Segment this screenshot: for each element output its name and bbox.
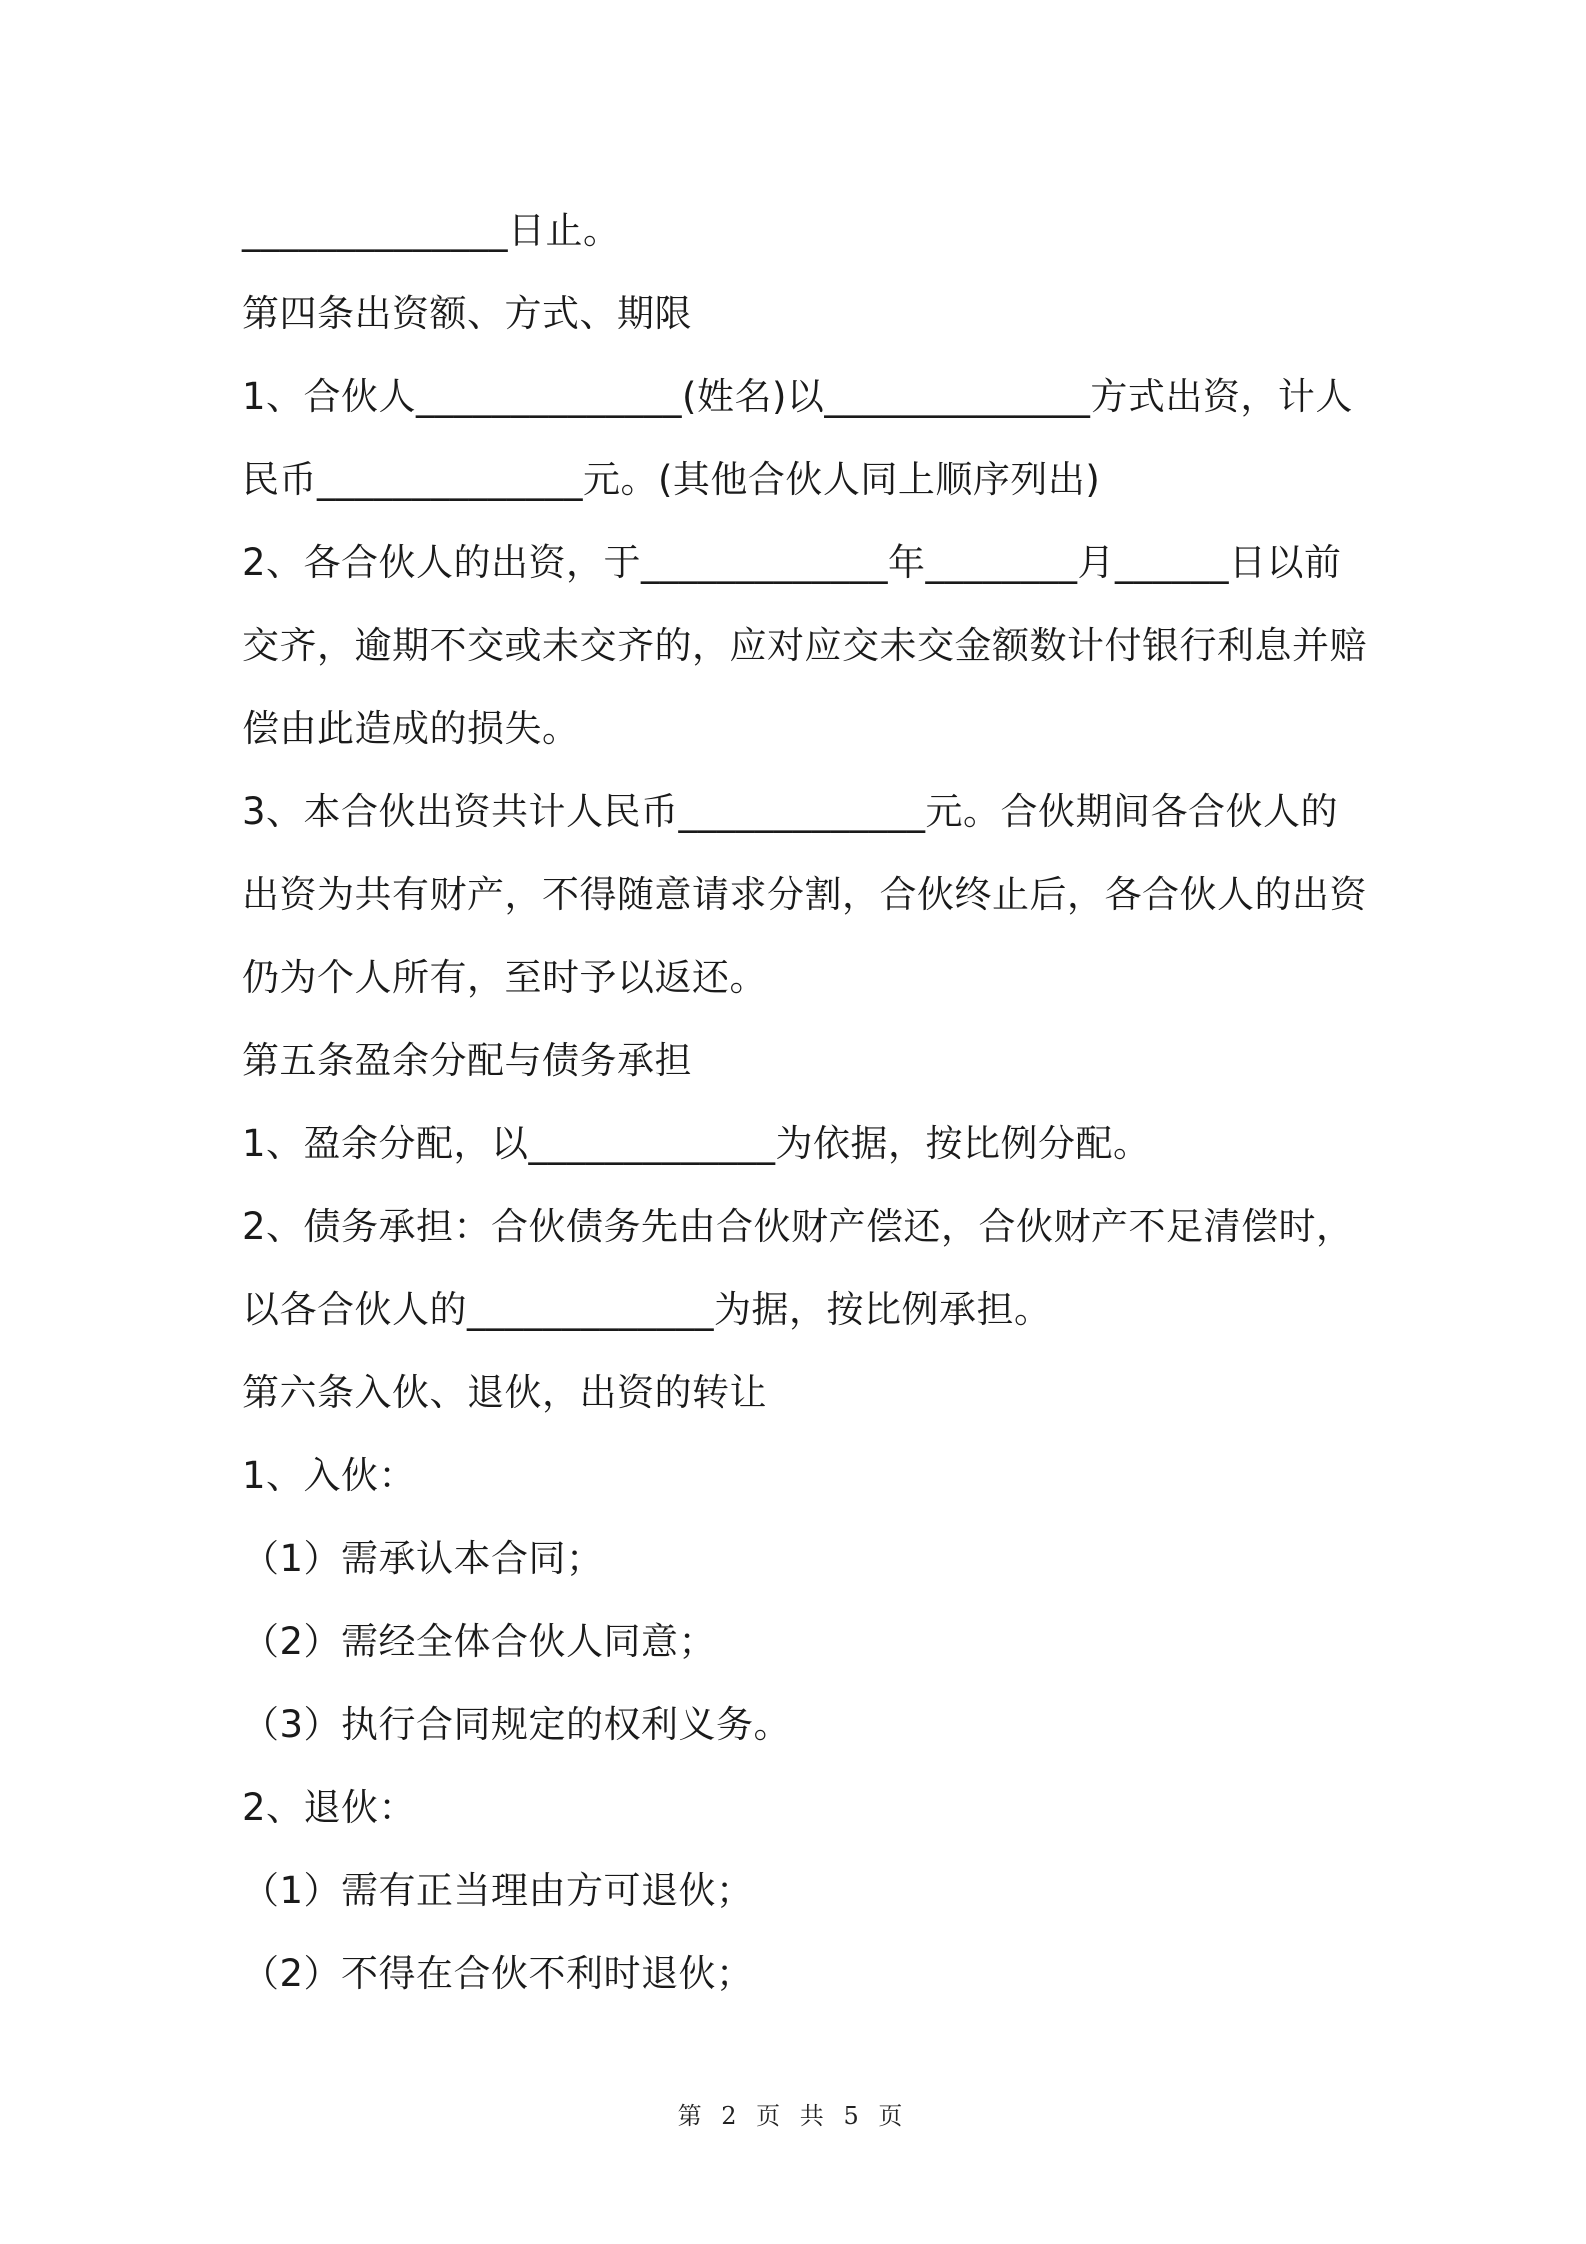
- section-heading: 第六条入伙、退伙，出资的转让: [242, 1371, 767, 1414]
- page-number-footer: 第 2 页 共 5 页: [677, 2102, 909, 2130]
- section-heading: 第四条出资额、方式、期限: [242, 292, 692, 335]
- text-line: 交齐，逾期不交或未交齐的，应对应交未交金额数计付银行利息并赔: [242, 624, 1367, 667]
- list-item: （3）执行合同规定的权利义务。: [242, 1703, 792, 1746]
- text-line: ______________日止。: [242, 209, 621, 252]
- text-line: 仍为个人所有，至时予以返还。: [242, 956, 767, 999]
- text-line: 1、合伙人______________(姓名)以______________方式出资，计人: [242, 375, 1353, 418]
- text-line: 民币______________元。(其他合伙人同上顺序列出): [242, 458, 1101, 501]
- text-line: 偿由此造成的损失。: [242, 707, 580, 750]
- section-heading: 第五条盈余分配与债务承担: [242, 1039, 692, 1082]
- list-item: （2）不得在合伙不利时退伙；: [242, 1952, 754, 1995]
- text-line: 1、盈余分配，以_____________为依据，按比例分配。: [242, 1122, 1151, 1165]
- text-line: 出资为共有财产，不得随意请求分割，合伙终止后，各合伙人的出资: [242, 873, 1367, 916]
- text-line: 以各合伙人的_____________为据，按比例承担。: [242, 1288, 1052, 1331]
- text-line: 2、债务承担：合伙债务先由合伙财产偿还，合伙财产不足清偿时，: [242, 1205, 1354, 1248]
- text-line: 3、本合伙出资共计人民币_____________元。合伙期间各合伙人的: [242, 790, 1339, 833]
- text-line: 2、各合伙人的出资，于_____________年________月______日以前: [242, 541, 1342, 584]
- list-item: （1）需承认本合同；: [242, 1537, 604, 1580]
- text-line: 2、退伙：: [242, 1786, 417, 1829]
- list-item: （2）需经全体合伙人同意；: [242, 1620, 717, 1663]
- list-item: （1）需有正当理由方可退伙；: [242, 1869, 754, 1912]
- text-line: 1、入伙：: [242, 1454, 417, 1497]
